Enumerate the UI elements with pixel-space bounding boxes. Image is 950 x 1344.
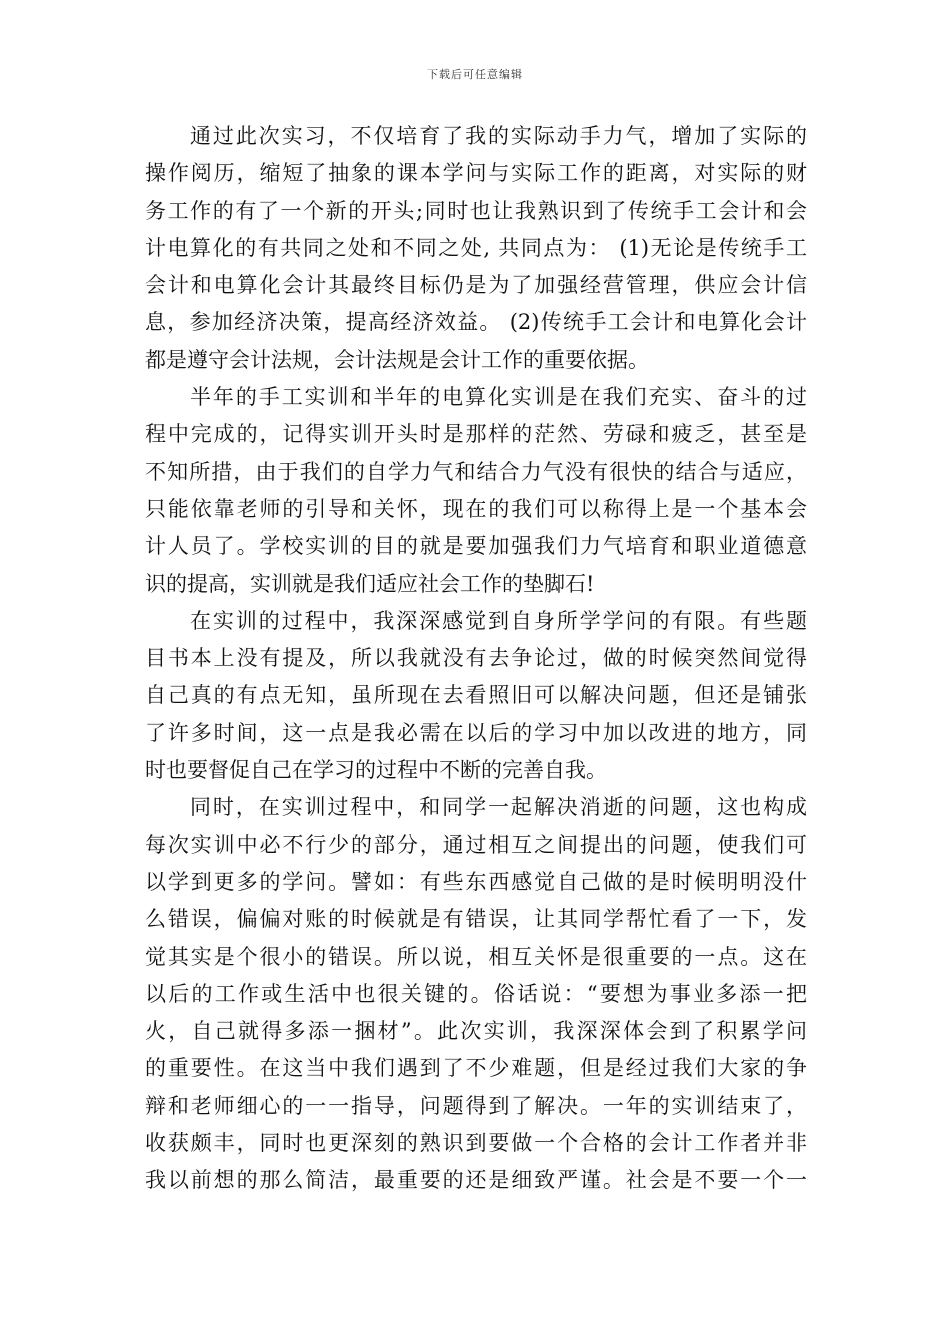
paragraph-line: 火，自己就得多添一捆材”。此次实训，我深深体会到了积累学问 xyxy=(145,1019,807,1044)
paragraph-line: 在实训的过程中，我深深感觉到自身所学学问的有限。有些题 xyxy=(190,608,807,633)
paragraph-line: 操作阅历，缩短了抽象的课本学问与实际工作的距离，对实际的财 xyxy=(145,161,807,186)
paragraph-line: 半年的手工实训和半年的电算化实训是在我们充实、奋斗的过 xyxy=(190,385,807,410)
paragraph-1 xyxy=(145,118,807,379)
paragraph-4 xyxy=(145,789,807,1199)
paragraph-line: 计人员了。学校实训的目的就是要加强我们力气培育和职业道德意 xyxy=(145,534,807,559)
paragraph-line: 识的提高，实训就是我们适应社会工作的垫脚石! xyxy=(145,571,595,596)
paragraph-line: 以后的工作或生活中也很关键的。俗话说：“要想为事业多添一把 xyxy=(145,981,807,1006)
paragraph-line: 以学到更多的学问。譬如：有些东西感觉自己做的是时候明明没什 xyxy=(145,869,807,894)
paragraph-line: 辩和老师细心的一一指导，问题得到了解决。一年的实训结束了， xyxy=(145,1093,807,1118)
paragraph-line: 息，参加经济决策，提高经济效益。 (2)传统手工会计和电算化会计 xyxy=(145,310,807,335)
paragraph-line: 了许多时间，这一点是我必需在以后的学习中加以改进的地方，同 xyxy=(145,720,807,745)
paragraph-line: 只能依靠老师的引导和关怀，现在的我们可以称得上是一个基本会 xyxy=(145,496,807,521)
paragraph-line: 同时，在实训过程中，和同学一起解决消逝的问题，这也构成 xyxy=(190,795,807,820)
paragraph-line: 觉其实是个很小的错误。所以说，相互关怀是很重要的一点。这在 xyxy=(145,944,807,969)
paragraph-line: 通过此次实习，不仅培育了我的实际动手力气，增加了实际的 xyxy=(190,124,807,148)
paragraph-line: 每次实训中必不行少的部分，通过相互之间提出的问题，使我们可 xyxy=(145,832,807,857)
paragraph-line: 会计和电算化会计其最终目标仍是为了加强经营管理，供应会计信 xyxy=(145,273,807,298)
paragraph-line: 自己真的有点无知，虽所现在去看照旧可以解决问题，但还是铺张 xyxy=(145,683,807,708)
paragraph-line: 计电算化的有共同之处和不同之处, 共同点为： (1)无论是传统手工 xyxy=(145,235,807,260)
paragraph-2 xyxy=(145,379,807,603)
paragraph-line: 时也要督促自己在学习的过程中不断的完善自我。 xyxy=(145,758,607,783)
paragraph-line: 程中完成的，记得实训开头时是那样的茫然、劳碌和疲乏，甚至是 xyxy=(145,422,807,447)
paragraph-line: 我以前想的那么简洁，最重要的还是细致严谨。社会是不要一个一 xyxy=(145,1168,807,1193)
paragraph-line: 么错误，偏偏对账的时候就是有错误，让其同学帮忙看了一下，发 xyxy=(145,907,807,932)
page-header: 下载后可任意编辑 xyxy=(427,68,523,81)
document-body xyxy=(145,118,807,1200)
paragraph-line: 目书本上没有提及，所以我就没有去争论过，做的时候突然间觉得 xyxy=(145,646,807,671)
paragraph-line: 的重要性。在这当中我们遇到了不少难题，但是经过我们大家的争 xyxy=(145,1056,807,1081)
paragraph-3 xyxy=(145,603,807,789)
paragraph-line: 收获颇丰，同时也更深刻的熟识到要做一个合格的会计工作者并非 xyxy=(145,1131,807,1156)
paragraph-line: 不知所措，由于我们的自学力气和结合力气没有很快的结合与适应， xyxy=(145,459,807,484)
paragraph-line: 都是遵守会计法规，会计法规是会计工作的重要依据。 xyxy=(145,347,649,372)
paragraph-line: 务工作的有了一个新的开头;同时也让我熟识到了传统手工会计和会 xyxy=(145,198,807,223)
